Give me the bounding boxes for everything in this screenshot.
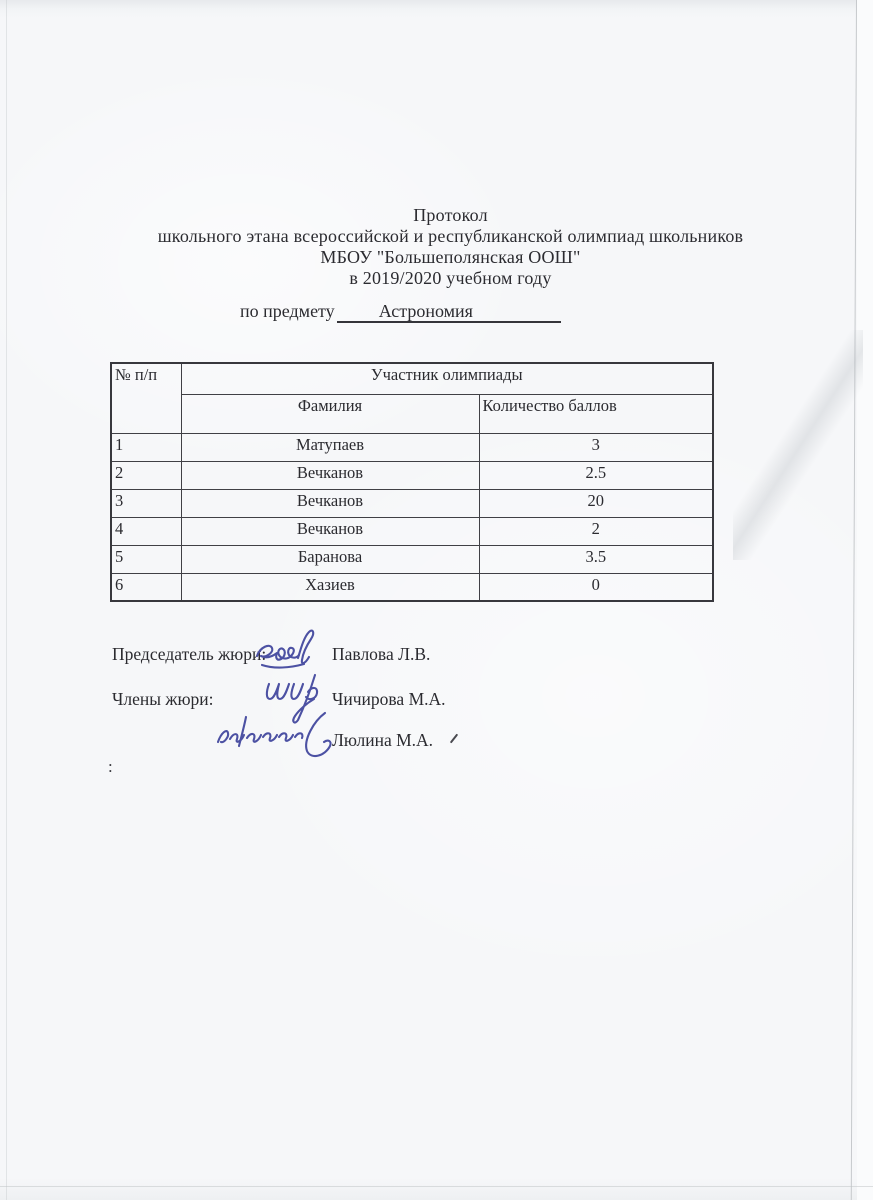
table-row: [111, 489, 713, 517]
row-number-cell: 4: [111, 517, 181, 545]
stray-colon: :: [108, 757, 113, 776]
title-line-protokol: Протокол: [413, 205, 488, 225]
row-score-cell: 2: [479, 517, 713, 545]
row-name-cell: Хазиев: [181, 573, 479, 601]
row-number-cell: 5: [111, 545, 181, 573]
row-name-cell: Матупаев: [181, 433, 479, 461]
row-name-cell: Вечканов: [181, 517, 479, 545]
member1-name: Чичирова М.А.: [332, 689, 446, 709]
row-score-cell: 2.5: [479, 461, 713, 489]
table-row: [111, 545, 713, 573]
subject-label: по предмету: [240, 301, 335, 321]
table-header-row-1: [111, 363, 713, 394]
row-number-cell: 6: [111, 573, 181, 601]
members-label: Члены жюри:: [112, 689, 214, 709]
subject-underline: [337, 301, 561, 323]
row-name-cell: Вечканов: [181, 461, 479, 489]
subject-line: [240, 301, 561, 323]
header-cell-participant: Участник олимпиады: [181, 363, 713, 394]
header-cell-surname: Фамилия: [181, 394, 479, 433]
header-cell-number: № п/п: [111, 363, 181, 433]
subject-value: Астрономия: [378, 301, 473, 321]
table-row: [111, 517, 713, 545]
row-name-cell: Баранова: [181, 545, 479, 573]
stray-ink-mark: [450, 734, 458, 744]
title-line-year: в 2019/2020 учебном году: [349, 268, 552, 288]
results-table: [110, 362, 714, 602]
row-number-cell: 3: [111, 489, 181, 517]
row-score-cell: 3.5: [479, 545, 713, 573]
title-line-school: МБОУ "Большеполянская ООШ": [320, 247, 581, 267]
scan-edge-left-line: [6, 0, 7, 1200]
row-number-cell: 1: [111, 433, 181, 461]
scan-edge-right-strip: [857, 0, 873, 1200]
table-header-row-2: [111, 394, 713, 433]
row-score-cell: 3: [479, 433, 713, 461]
member2-name: Люлина М.А.: [332, 730, 434, 750]
chair-label: Председатель жюри:: [112, 644, 267, 664]
row-number-cell: 2: [111, 461, 181, 489]
chair-name: Павлова Л.В.: [332, 644, 431, 664]
table-row: [111, 573, 713, 601]
row-name-cell: Вечканов: [181, 489, 479, 517]
scan-edge-bottom-line: [0, 1186, 873, 1187]
row-score-cell: 0: [479, 573, 713, 601]
table-row: [111, 461, 713, 489]
table-row: [111, 433, 713, 461]
header-cell-score: Количество баллов: [479, 394, 713, 433]
title-line-stage: школьного этана всероссийской и республиканской олимпиад школьников: [157, 226, 744, 246]
paper-crease-shadow: [733, 330, 863, 560]
row-score-cell: 20: [479, 489, 713, 517]
document-title-block: [70, 205, 831, 289]
